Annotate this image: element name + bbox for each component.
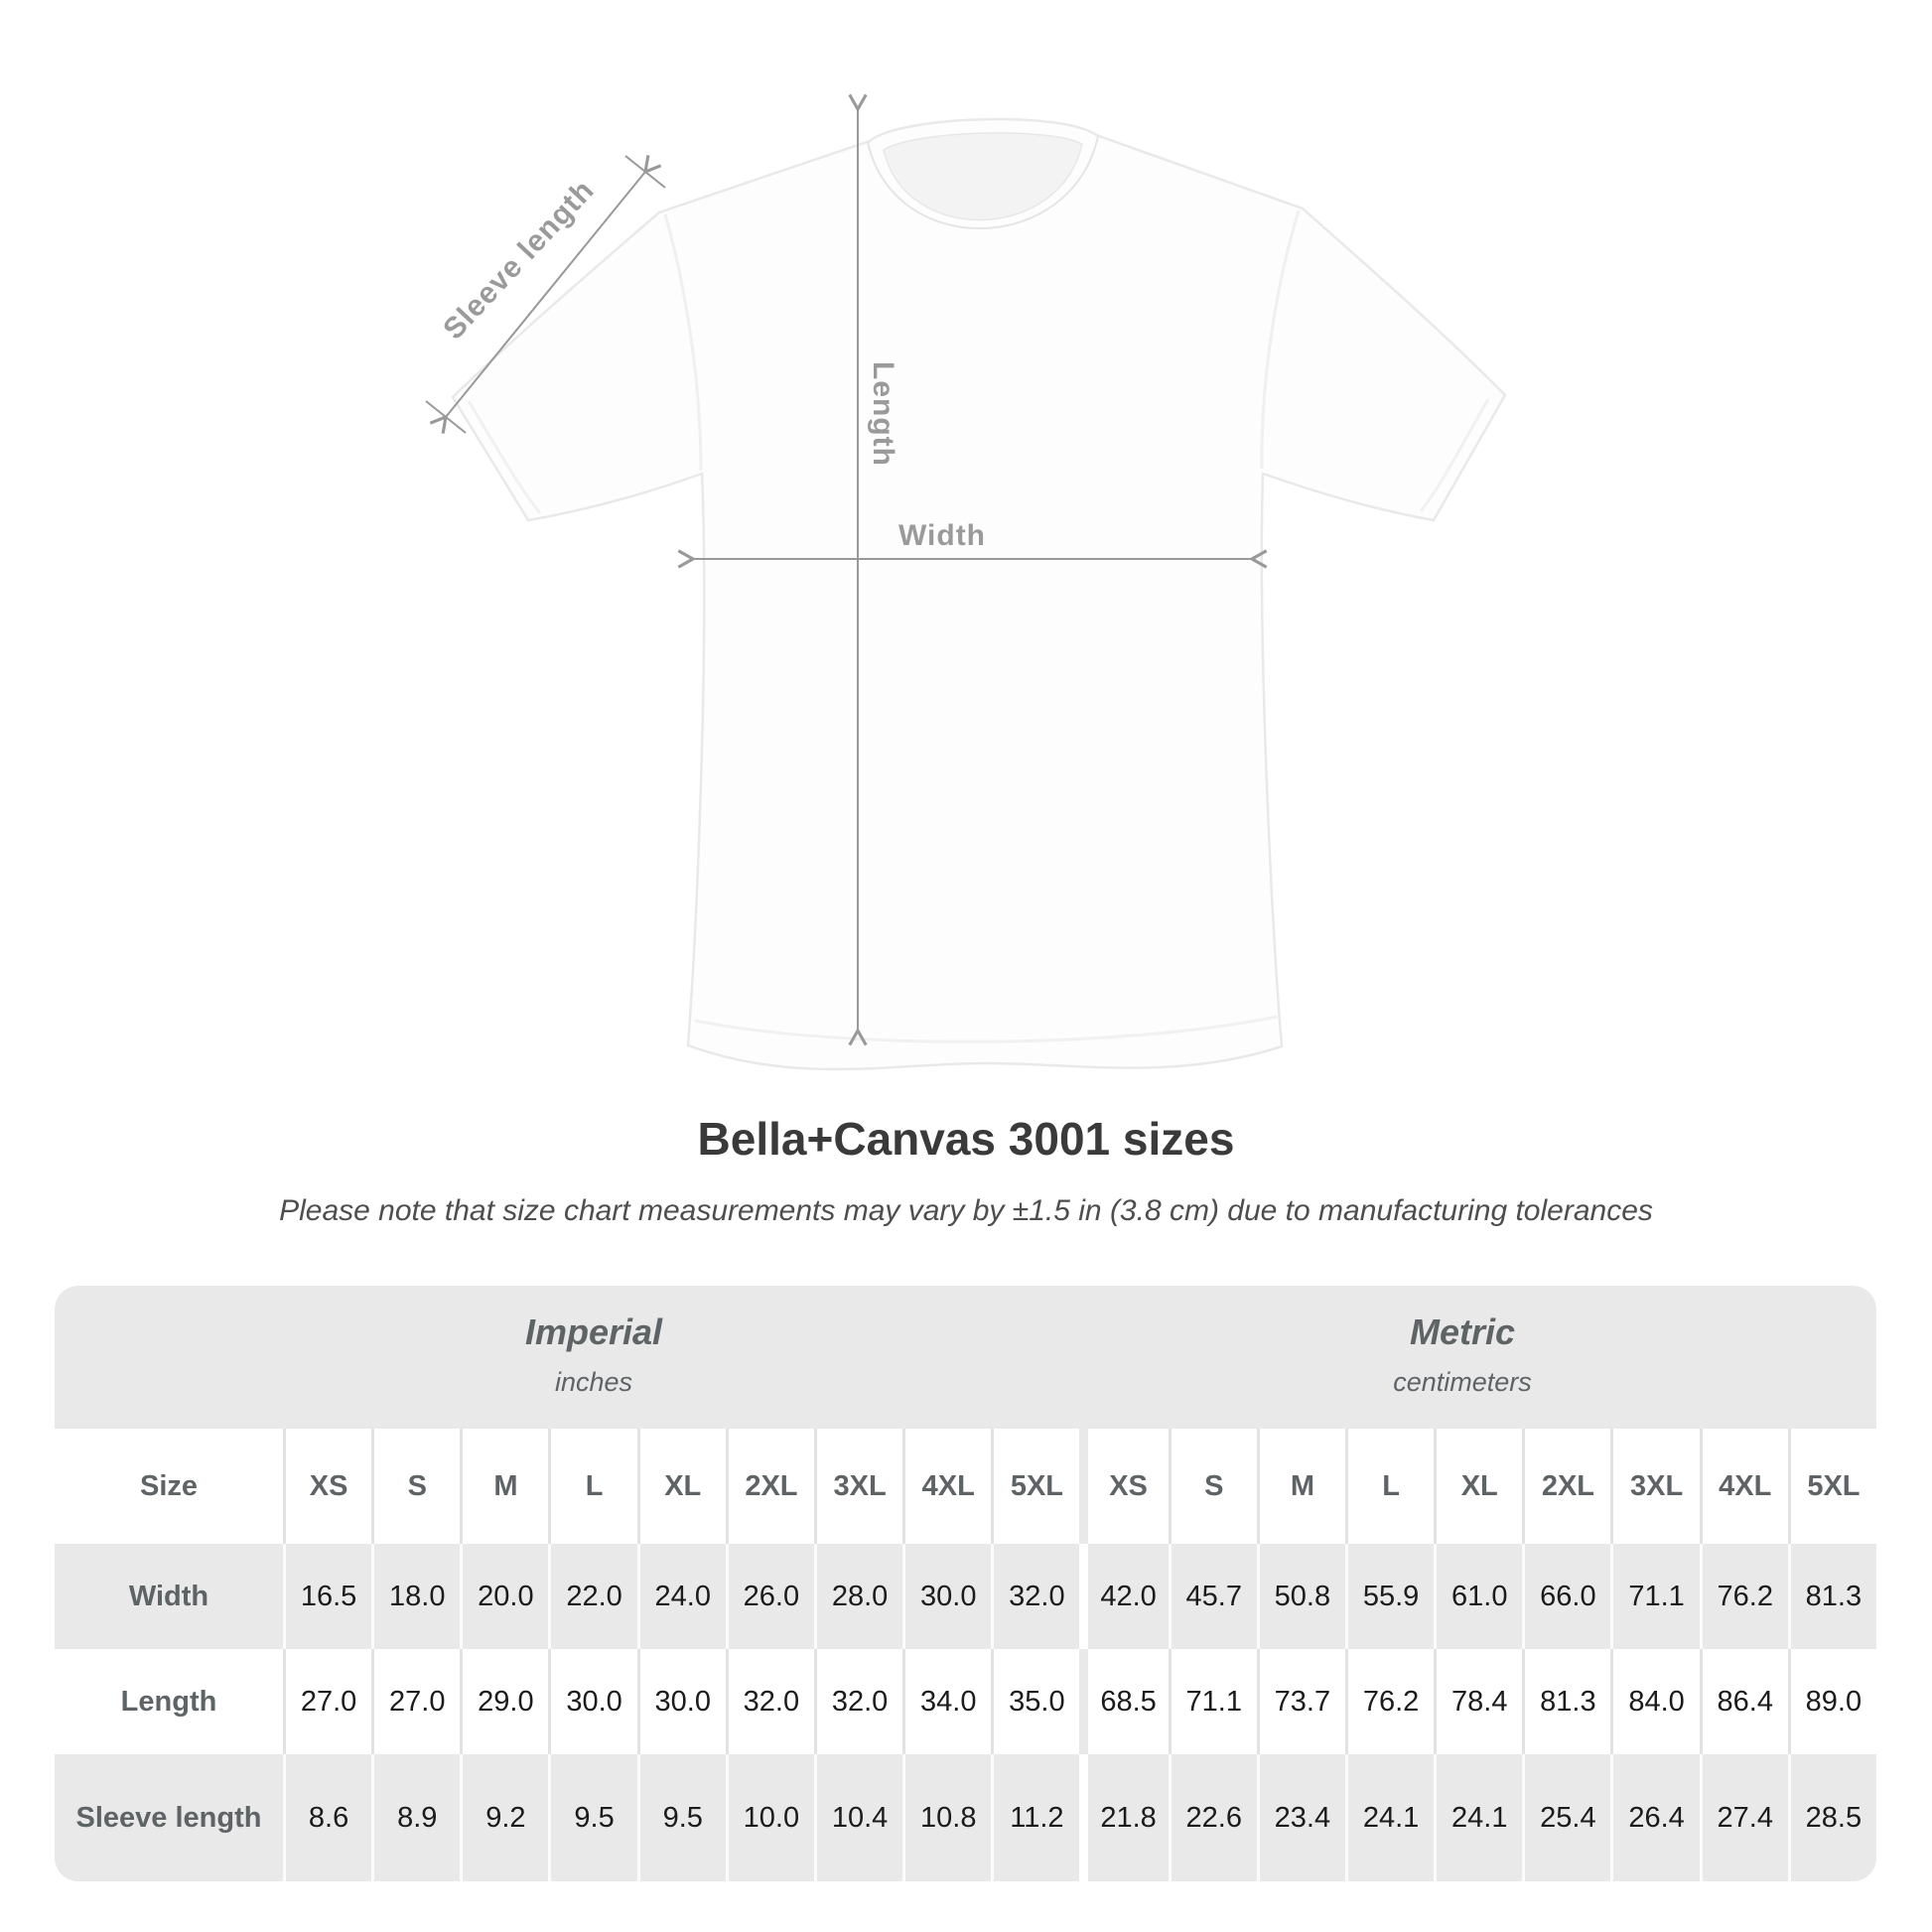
imperial-units-label: inches bbox=[554, 1367, 633, 1397]
length-row bbox=[55, 1649, 1876, 1754]
width-metric-xl: 61.0 bbox=[1434, 1544, 1522, 1649]
length-metric-xs: 68.5 bbox=[1079, 1649, 1168, 1754]
length-imperial-4xl: 34.0 bbox=[902, 1649, 991, 1754]
imperial-size-header-xs: XS bbox=[283, 1429, 371, 1544]
width-metric-m: 50.8 bbox=[1257, 1544, 1345, 1649]
imperial-size-header-5xl: 5XL bbox=[991, 1429, 1079, 1544]
width-metric-2xl: 66.0 bbox=[1522, 1544, 1610, 1649]
sleeve-length-label: Sleeve length bbox=[437, 173, 602, 346]
sleeve-length-imperial-4xl: 10.8 bbox=[902, 1754, 991, 1881]
imperial-group-header bbox=[525, 1311, 662, 1398]
sleeve-length-imperial-2xl: 10.0 bbox=[726, 1754, 814, 1881]
length-metric-xl: 78.4 bbox=[1434, 1649, 1522, 1754]
length-metric-4xl: 86.4 bbox=[1700, 1649, 1788, 1754]
length-metric-l: 76.2 bbox=[1345, 1649, 1434, 1754]
length-metric-2xl: 81.3 bbox=[1522, 1649, 1610, 1754]
metric-group-header bbox=[1393, 1311, 1532, 1398]
tolerance-note: Please note that size chart measurements may vary by ±1.5 in (3.8 cm) due to manufacturing tolerances bbox=[279, 1194, 1653, 1227]
metric-label: Metric bbox=[1409, 1311, 1516, 1352]
unit-group-header bbox=[55, 1286, 1876, 1429]
size-corner-label: Size bbox=[139, 1469, 199, 1502]
imperial-size-header-l: L bbox=[548, 1429, 636, 1544]
imperial-size-header-3xl: 3XL bbox=[814, 1429, 902, 1544]
metric-size-header-xs: XS bbox=[1079, 1429, 1168, 1544]
length-metric-m: 73.7 bbox=[1257, 1649, 1345, 1754]
page-title: Bella+Canvas 3001 sizes bbox=[697, 1113, 1235, 1165]
sleeve-length-imperial-l: 9.5 bbox=[548, 1754, 636, 1881]
imperial-size-header-4xl: 4XL bbox=[902, 1429, 991, 1544]
imperial-label: Imperial bbox=[524, 1311, 663, 1352]
length-row-label: Length bbox=[120, 1685, 217, 1718]
width-imperial-5xl: 32.0 bbox=[991, 1544, 1079, 1649]
width-imperial-m: 20.0 bbox=[460, 1544, 548, 1649]
metric-size-header-3xl: 3XL bbox=[1610, 1429, 1699, 1544]
sleeve-length-metric-3xl: 26.4 bbox=[1610, 1754, 1699, 1881]
imperial-size-header-s: S bbox=[371, 1429, 460, 1544]
sleeve-length-metric-5xl: 28.5 bbox=[1788, 1754, 1876, 1881]
metric-units-label: centimeters bbox=[1393, 1367, 1532, 1397]
metric-size-header-l: L bbox=[1345, 1429, 1434, 1544]
width-label: Width bbox=[897, 519, 987, 552]
width-imperial-s: 18.0 bbox=[371, 1544, 460, 1649]
imperial-size-header-m: M bbox=[460, 1429, 548, 1544]
length-metric-s: 71.1 bbox=[1169, 1649, 1257, 1754]
length-imperial-3xl: 32.0 bbox=[814, 1649, 902, 1754]
length-metric-5xl: 89.0 bbox=[1788, 1649, 1876, 1754]
metric-size-header-m: M bbox=[1257, 1429, 1345, 1544]
sleeve-length-metric-xs: 21.8 bbox=[1079, 1754, 1168, 1881]
sleeve-length-imperial-xs: 8.6 bbox=[283, 1754, 371, 1881]
length-imperial-m: 29.0 bbox=[460, 1649, 548, 1754]
sleeve-length-imperial-s: 8.9 bbox=[371, 1754, 460, 1881]
length-label: Length bbox=[867, 361, 899, 467]
size-table bbox=[55, 1286, 1876, 1881]
sleeve-length-imperial-m: 9.2 bbox=[460, 1754, 548, 1881]
sleeve-length-imperial-3xl: 10.4 bbox=[814, 1754, 902, 1881]
width-metric-s: 45.7 bbox=[1169, 1544, 1257, 1649]
sleeve-length-metric-m: 23.4 bbox=[1257, 1754, 1345, 1881]
length-imperial-s: 27.0 bbox=[371, 1649, 460, 1754]
sleeve-length-tick-top bbox=[625, 156, 665, 188]
tshirt-body bbox=[453, 119, 1505, 1069]
sleeve-length-imperial-5xl: 11.2 bbox=[991, 1754, 1079, 1881]
length-imperial-5xl: 35.0 bbox=[991, 1649, 1079, 1754]
size-header-row bbox=[55, 1429, 1876, 1544]
imperial-size-header-xl: XL bbox=[637, 1429, 726, 1544]
width-metric-5xl: 81.3 bbox=[1788, 1544, 1876, 1649]
width-metric-3xl: 71.1 bbox=[1610, 1544, 1699, 1649]
width-metric-xs: 42.0 bbox=[1079, 1544, 1168, 1649]
length-metric-3xl: 84.0 bbox=[1610, 1649, 1699, 1754]
sleeve-length-metric-s: 22.6 bbox=[1169, 1754, 1257, 1881]
width-imperial-3xl: 28.0 bbox=[814, 1544, 902, 1649]
width-imperial-2xl: 26.0 bbox=[726, 1544, 814, 1649]
width-metric-4xl: 76.2 bbox=[1700, 1544, 1788, 1649]
width-row-label: Width bbox=[128, 1580, 209, 1612]
metric-size-header-2xl: 2XL bbox=[1522, 1429, 1610, 1544]
sleeve-length-row-label: Sleeve length bbox=[75, 1801, 262, 1834]
sleeve-length-metric-2xl: 25.4 bbox=[1522, 1754, 1610, 1881]
metric-size-header-s: S bbox=[1169, 1429, 1257, 1544]
sleeve-length-metric-xl: 24.1 bbox=[1434, 1754, 1522, 1881]
width-imperial-xl: 24.0 bbox=[637, 1544, 726, 1649]
length-imperial-2xl: 32.0 bbox=[726, 1649, 814, 1754]
width-metric-l: 55.9 bbox=[1345, 1544, 1434, 1649]
sleeve-length-row bbox=[55, 1754, 1876, 1881]
width-imperial-4xl: 30.0 bbox=[902, 1544, 991, 1649]
sleeve-length-imperial-xl: 9.5 bbox=[637, 1754, 726, 1881]
width-imperial-l: 22.0 bbox=[548, 1544, 636, 1649]
sleeve-length-metric-4xl: 27.4 bbox=[1700, 1754, 1788, 1881]
metric-size-header-5xl: 5XL bbox=[1788, 1429, 1876, 1544]
metric-size-header-xl: XL bbox=[1434, 1429, 1522, 1544]
length-imperial-l: 30.0 bbox=[548, 1649, 636, 1754]
width-imperial-xs: 16.5 bbox=[283, 1544, 371, 1649]
width-row bbox=[55, 1544, 1876, 1649]
imperial-size-header-2xl: 2XL bbox=[726, 1429, 814, 1544]
sleeve-length-metric-l: 24.1 bbox=[1345, 1754, 1434, 1881]
metric-size-header-4xl: 4XL bbox=[1700, 1429, 1788, 1544]
length-imperial-xl: 30.0 bbox=[637, 1649, 726, 1754]
length-imperial-xs: 27.0 bbox=[283, 1649, 371, 1754]
